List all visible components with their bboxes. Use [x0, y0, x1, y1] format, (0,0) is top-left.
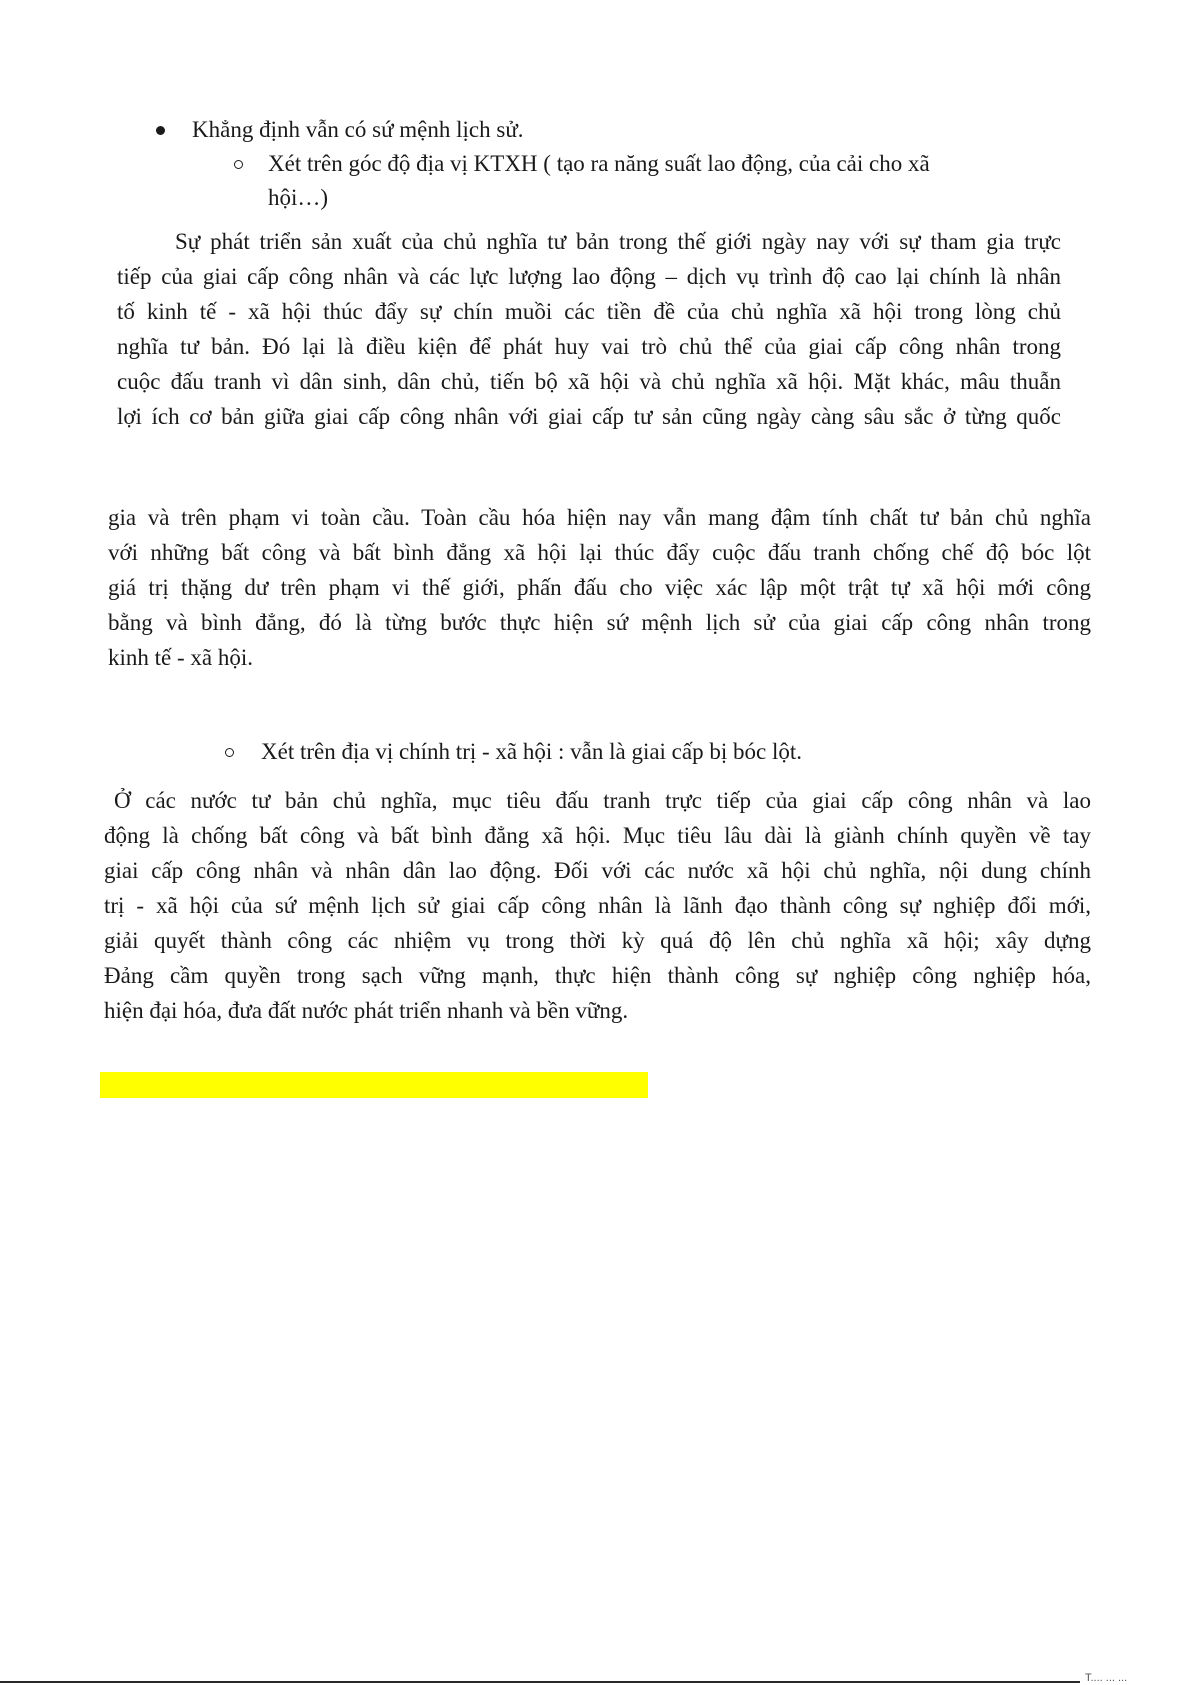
paragraph-line: động là chống bất công và bất bình đẳng xã hội. Mục tiêu lâu dài là giành chính quyền về tay: [104, 823, 1091, 848]
paragraph-line: tiếp của giai cấp công nhân và các lực lượng lao động – dịch vụ trình độ cao lại chính là nhân: [117, 264, 1061, 289]
paragraph-line: giá trị thặng dư trên phạm vi thế giới, phấn đấu cho việc xác lập một trật tự xã hội mới công: [108, 575, 1091, 600]
footer-text: T.... ... ...: [1085, 1672, 1128, 1684]
paragraph-line: cuộc đấu tranh vì dân sinh, dân chủ, tiến bộ xã hội và chủ nghĩa xã hội. Mặt khác, mâu thuẫn: [117, 369, 1061, 394]
sub-bullet-circle-icon: [234, 160, 243, 169]
paragraph-line: giải quyết thành công các nhiệm vụ trong thời kỳ quá độ lên chủ nghĩa xã hội; xây dựng: [104, 928, 1091, 953]
paragraph-line: Ở các nước tư bản chủ nghĩa, mục tiêu đấu tranh trực tiếp của giai cấp công nhân và lao: [114, 788, 1091, 813]
footer-divider: [0, 1681, 1080, 1683]
paragraph-line: hiện đại hóa, đưa đất nước phát triển nhanh và bền vững.: [104, 998, 629, 1023]
bullet-item-mission: [192, 113, 524, 147]
sub-bullet-text-line1: Xét trên góc độ địa vị KTXH ( tạo ra năng suất lao động, của cải cho xã: [268, 151, 930, 176]
sub-bullet-economic-cont: [268, 181, 328, 215]
paragraph-line: lợi ích cơ bản giữa giai cấp công nhân với giai cấp tư sản cũng ngày càng sâu sắc ở từng quốc: [117, 404, 1061, 429]
paragraph-line: bằng và bình đẳng, đó là từng bước thực hiện sứ mệnh lịch sử của giai cấp công nhân trong: [108, 610, 1091, 635]
sub-bullet-economic: [268, 147, 930, 181]
paragraph-line: với những bất công và bất bình đẳng xã hội lại thúc đẩy cuộc đấu tranh chống chế độ bóc lột: [108, 540, 1091, 565]
paragraph-globalization: [108, 500, 1091, 675]
paragraph-line: Sự phát triển sản xuất của chủ nghĩa tư bản trong thế giới ngày nay với sự tham gia trực: [175, 229, 1061, 254]
paragraph-line: tố kinh tế - xã hội thúc đẩy sự chín muồi các tiền đề của chủ nghĩa xã hội trong lòng chủ: [117, 299, 1061, 324]
paragraph-line: nghĩa tư bản. Đó lại là điều kiện để phát huy vai trò chủ thể của giai cấp công nhân trong: [117, 334, 1061, 359]
sub-bullet-circle-icon: [225, 748, 234, 757]
sub-bullet-text-line2: hội…): [268, 185, 329, 210]
paragraph-line: kinh tế - xã hội.: [108, 645, 253, 670]
sub-bullet-text: Xét trên địa vị chính trị - xã hội : vẫn là giai cấp bị bóc lột.: [261, 739, 802, 764]
paragraph-line: gia và trên phạm vi toàn cầu. Toàn cầu hóa hiện nay vẫn mang đậm tính chất tư bản chủ nghĩa: [108, 505, 1091, 530]
paragraph-political-goals: [104, 783, 1091, 1028]
highlight-bar: [100, 1072, 648, 1098]
sub-bullet-political: [261, 735, 802, 769]
bullet-text: Khẳng định vẫn có sứ mệnh lịch sử.: [192, 117, 524, 142]
bullet-dot-icon: [156, 126, 165, 135]
paragraph-capitalism-development: [117, 224, 1061, 434]
paragraph-line: Đảng cầm quyền trong sạch vững mạnh, thực hiện thành công sự nghiệp công nghiệp hóa,: [104, 963, 1091, 988]
paragraph-line: giai cấp công nhân và nhân dân lao động. Đối với các nước xã hội chủ nghĩa, nội dung chính: [104, 858, 1091, 883]
paragraph-line: trị - xã hội của sứ mệnh lịch sử giai cấp công nhân là lãnh đạo thành công sự nghiệp đổi mới,: [104, 893, 1091, 918]
